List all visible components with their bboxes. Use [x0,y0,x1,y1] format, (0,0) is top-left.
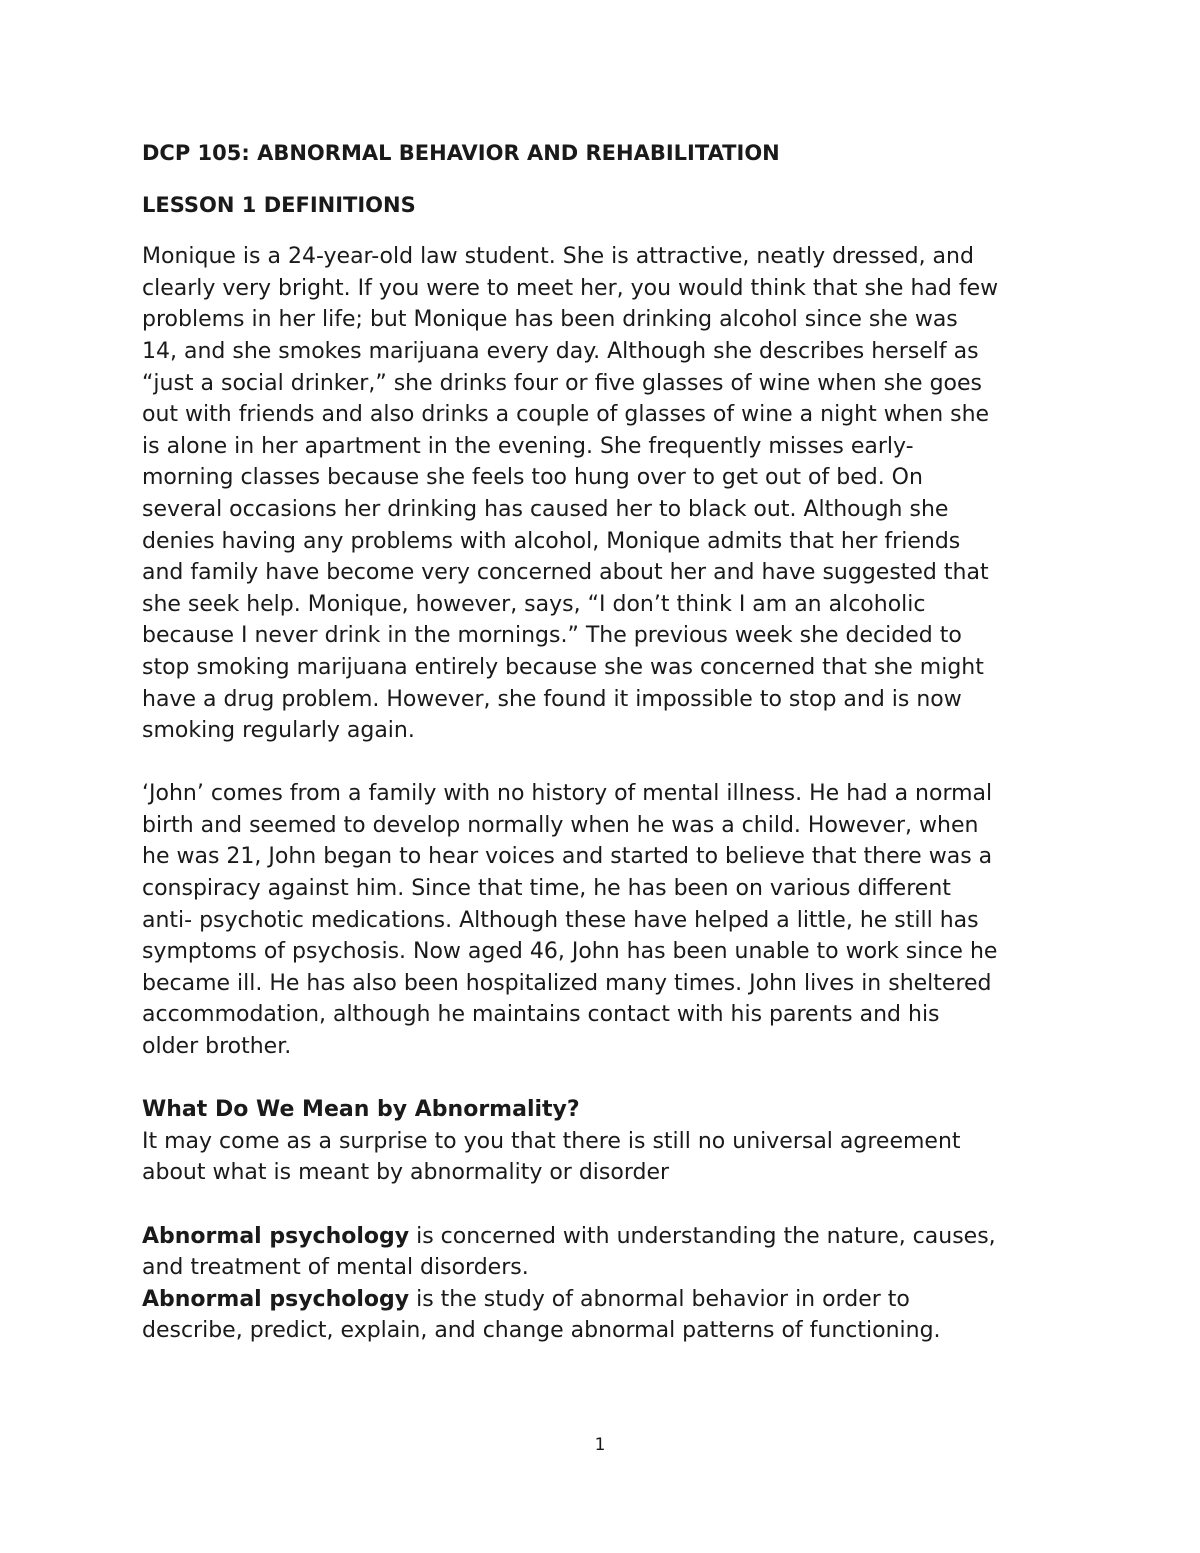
paragraph-spacer [142,1189,1077,1221]
paragraph-spacer [142,747,1077,779]
lesson-title: LESSON 1 DEFINITIONS [142,192,416,217]
definition-2 [142,1284,1077,1347]
course-title: DCP 105: ABNORMAL BEHAVIOR AND REHABILITATION [142,141,780,165]
definition-1-term: Abnormal psychology [142,1223,410,1249]
case-monique-paragraph: Monique is a 24-year-old law student. She is attractive, neatly dressed, and clearly very bright. If you were to meet her, you would think that she had few problems in her life; but Monique has been drinking alcohol since she was 14, and she smokes marijuana every day. Although she describes herself as “just a social drinker,” she drinks four or five glasses of wine when she goes out with friends and also drinks a couple of glasses of wine a night when she is alone in her apartment in the evening. She frequently misses early- morning classes because she feels too hung over to get out of bed. On several occasions her drinking has caused her to black out. Although she denies having any problems with alcohol, Monique admits that her friends and family have become very concerned about her and have suggested that she seek help. Monique, however, says, “I don’t think I am an alcoholic because I never drink in the mornings.” The previous week she decided to stop smoking marijuana entirely because she was concerned that she might have a drug problem. However, she found it impossible to stop and is now smoking regularly again. [142,244,999,744]
definition-2-term: Abnormal psychology [142,1286,410,1312]
case-john-paragraph: ‘John’ comes from a family with no history of mental illness. He had a normal birth and seemed to develop normally when he was a child. However, when he was 21, John began to hear voices and started to believe that there was a conspiracy against him. Since that time, he has been on various different anti- psychotic medications. Although these have helped a little, he still has symptoms of psychosis. Now aged 46, John has been unable to work since he became ill. He has also been hospitalized many times. John lives in sheltered accommodation, although he maintains contact with his parents and his older brother. [142,781,998,1060]
page-number: 1 [594,1435,606,1455]
definition-1-text: is concerned with understanding the nature, causes, and treatment of mental disorders. [142,1223,996,1281]
document-body [142,138,1077,1347]
definition-2-text: is the study of abnormal behavior in order to describe, predict, explain, and change abnormal patterns of functioning. [142,1286,941,1344]
paragraph-spacer [142,1063,1077,1095]
definition-1 [142,1221,1077,1284]
section-heading: What Do We Mean by Abnormality? [142,1097,580,1123]
section-intro-paragraph: It may come as a surprise to you that there is still no universal agreement about what is meant by abnormality or disorder [142,1128,961,1186]
